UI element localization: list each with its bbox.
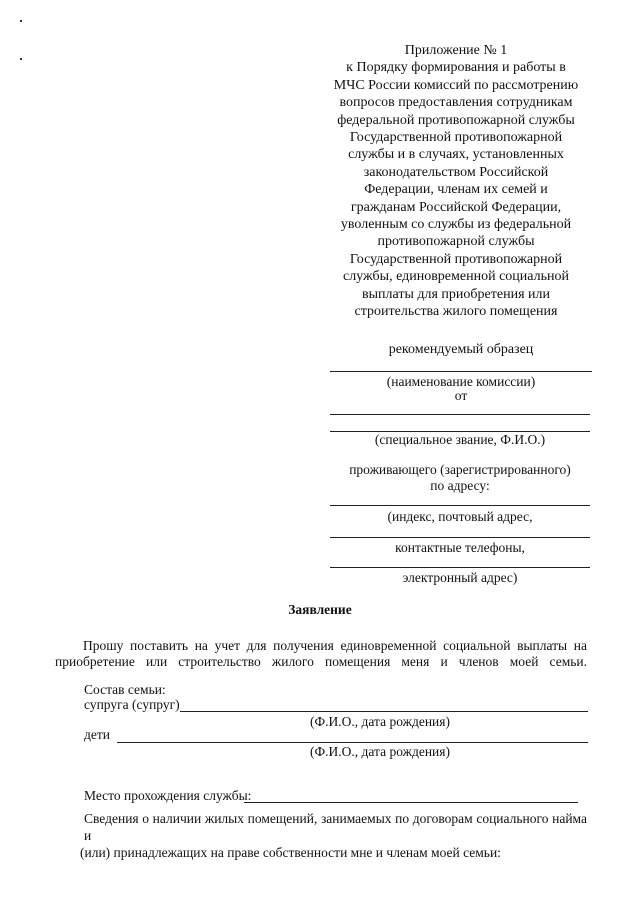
appendix-line: Федерации, членам их семей и: [364, 182, 548, 198]
appendix-line: гражданам Российской Федерации,: [350, 199, 562, 215]
appendix-line: Приложение № 1: [404, 43, 508, 58]
commission-caption: (наименование комиссии): [386, 374, 536, 389]
appendix-line: строительства жилого помещения: [354, 304, 558, 320]
residing-label: проживающего (зарегистрированного): [349, 462, 571, 477]
housing-paragraph: [80, 810, 587, 861]
rank-caption: (специальное звание, Ф.И.О.): [374, 432, 546, 447]
scan-speck: [20, 20, 22, 22]
children-field[interactable]: [117, 742, 588, 743]
appendix-line: к Порядку формирования и работы в: [346, 60, 566, 76]
service-field[interactable]: [244, 802, 578, 803]
children-label: дети: [84, 727, 110, 742]
spouse-field[interactable]: [180, 711, 588, 712]
applicant-field[interactable]: [330, 414, 590, 415]
statement-title: Заявление: [288, 602, 352, 617]
phones-field[interactable]: [330, 537, 590, 538]
request-paragraph: Прошу поставить на учет для получения единовременной социальной выплаты на приобретение или строительство жилого помещения меня и членов моей семьи.: [55, 638, 587, 669]
email-caption: электронный адрес): [402, 570, 518, 585]
address-caption: (индекс, почтовый адрес,: [387, 509, 533, 524]
appendix-line: законодательством Российской: [363, 164, 549, 180]
appendix-line: МЧС России комиссий по рассмотрению: [333, 77, 579, 93]
service-label: Место прохождения службы:: [84, 788, 252, 803]
spouse-label: супруга (супруг): [84, 697, 180, 712]
email-field[interactable]: [330, 567, 590, 568]
appendix-header: [306, 42, 606, 321]
appendix-line: уволенным со службы из федеральной: [340, 217, 572, 233]
appendix-line: Государственной противопожарной: [349, 130, 563, 146]
address-label: по адресу:: [430, 478, 490, 493]
housing-line-2: (или) принадлежащих на праве собственности мне и членам моей семьи:: [80, 845, 501, 860]
appendix-line: противопожарной службы: [377, 234, 535, 250]
family-label: Состав семьи:: [84, 682, 166, 697]
spouse-caption: (Ф.И.О., дата рождения): [310, 714, 450, 729]
children-caption: (Ф.И.О., дата рождения): [310, 744, 450, 759]
appendix-line: службы и в случаях, установленных: [348, 147, 564, 163]
phones-caption: контактные телефоны,: [395, 540, 525, 555]
appendix-line: Государственной противопожарной: [349, 251, 563, 267]
scan-speck: [20, 58, 22, 60]
appendix-line: федеральной противопожарной службы: [337, 112, 575, 128]
appendix-line: выплаты для приобретения или: [362, 286, 550, 302]
from-label: от: [454, 388, 468, 403]
appendix-line: вопросов предоставления сотрудникам: [339, 95, 573, 111]
sample-label: рекомендуемый образец: [388, 342, 534, 357]
address-field[interactable]: [330, 505, 590, 506]
commission-field[interactable]: [330, 371, 592, 372]
appendix-line: службы, единовременной социальной: [343, 269, 569, 285]
housing-line-1: Сведения о наличии жилых помещений, занимаемых по договорам социального найма и: [84, 811, 587, 843]
